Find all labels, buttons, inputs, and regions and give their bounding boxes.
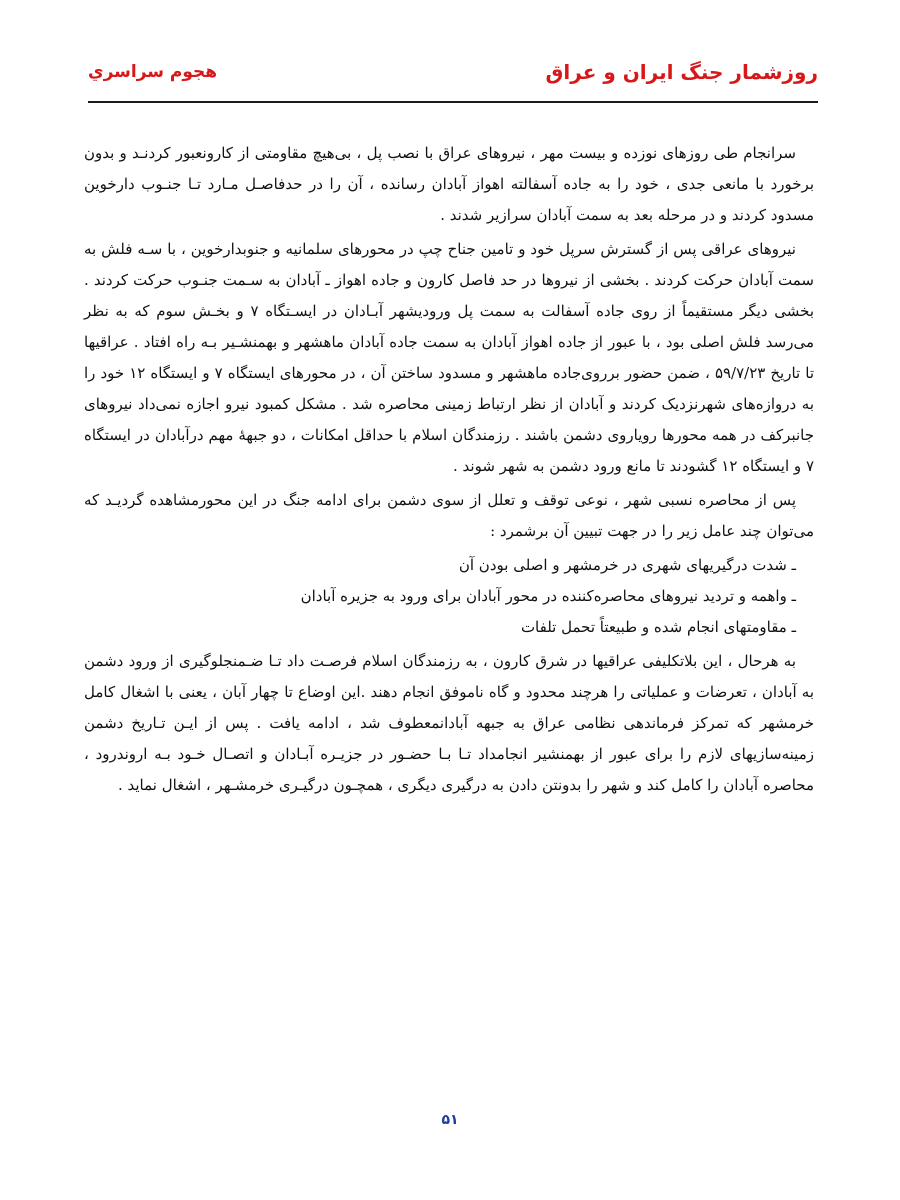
paragraph-closing: به هرحال ، این بلاتکلیفی عراقیها در شرق کارون ، به رزمندگان اسلام فرصـت داد تـا ضـمنجلوگیری از ورود دشمن به آبادان ، تعرضات و عملیاتی را هرچند محدود و گاه ناموفق انجام دهند .این اوضاع تا چهار آبان ، یعنی با اشغال کامل خرمشهر که تمرکز فرماندهی نظامی عراق به جبهه آبادانمعطوف شد ، ادامه یافت . پس از ایـن تـاریخ دشمن زمینه‌سازیهای لازم را برای عبور از بهمنشیر انجامداد تـا بـا حضـور در جزیـره آبـادان و اتصـال خـود بـه اروندرود ، محاصره آبادان را کامل کند و شهر را بدونتن دادن به درگیری دیگری ، همچـون درگیـری خرمشـهر ، اشغال نماید . xyxy=(84,652,815,794)
factor-item: ـ شدت درگیریهای شهری در خرمشهر و اصلی بودن آن xyxy=(458,556,796,574)
header-divider xyxy=(88,101,818,103)
factor-item: ـ واهمه و تردید نیروهای محاصره‌کننده در محور آبادان برای ورود به جزیره آبادان xyxy=(300,587,796,605)
factors-list xyxy=(84,550,814,643)
paragraph-advance-on-abadan: نیروهای عراقی پس از گسترش سرپل خود و تامین جناح چپ در محورهای سلمانیه و جنوبدارخوین ، با سـه فلش به سمت آبادان حرکت کردند . بخشی از نیروها در حد فاصل کارون و جاده اهواز ـ آبادان به سـمت جنـوب حرکت کردند . بخشی دیگر مستقیماً از روی جاده آسفالت به سمت پل ورودیشهر آبـادان در ایسـتگاه ۷ و بخـش سوم که به نظر می‌رسد فلش اصلی بود ، با عبور از جاده اهواز آبادان به سمت جاده آبادان ماهشهر و بهمنشـیر بـه راه افتاد . عراقیها تا تاریخ ۵۹/۷/۲۳ ، ضمن حضور برروی‌جاده ماهشهر و مسدود ساختن آن ، در محورهای ایستگاه ۷ و ایستگاه ۱۲ خود را به دروازه‌های شهرنزدیک کردند و آبادان از نظر ارتباط زمینی محاصره شد . مشکل کمبود نیرو اجازه نمی‌داد نیروهای جانبرکف در همه محورها رویاروی دشمن باشند . رزمندگان اسلام با حداقل امکانات ، دو جبههٔ مهم درآبادان در ایستگاه ۷ و ایستگاه ۱۲ گشودند تا مانع ورود دشمن به شهر شوند . xyxy=(84,240,814,475)
paragraph-partial-siege: پس از محاصره نسبی شهر ، نوعی توقف و تعلل از سوی دشمن برای ادامه جنگ در این محورمشاهده گردیـد که می‌توان چند عامل زیر را در جهت تبیین آن برشمرد : xyxy=(84,491,814,540)
page-number: ۵۱ xyxy=(441,1112,459,1128)
paragraph-crossing-karun: سرانجام طی روزهای نوزده و بیست مهر ، نیروهای عراق با نصب پل ، بی‌هیچ مقاومتی از کارونعبور کردنـد و بدون برخورد با مانعی جدی ، خود را به جاده آسفالته اهواز آبادان رسانده ، آن را در حدفاصـل مـارد تـا جنـوب دارخوین مسدود کردند و در مرحله بعد به سمت آبادان سرازیر شدند . xyxy=(84,144,814,224)
factor-item: ـ مقاومتهای انجام شده و طبیعتاً تحمل تلفات xyxy=(520,618,796,636)
page-header xyxy=(88,50,818,102)
chapter-title: هجوم سراسري xyxy=(88,62,218,82)
book-title: روزشمار جنگ ایران و عراق xyxy=(545,60,818,84)
body-text xyxy=(84,138,814,804)
